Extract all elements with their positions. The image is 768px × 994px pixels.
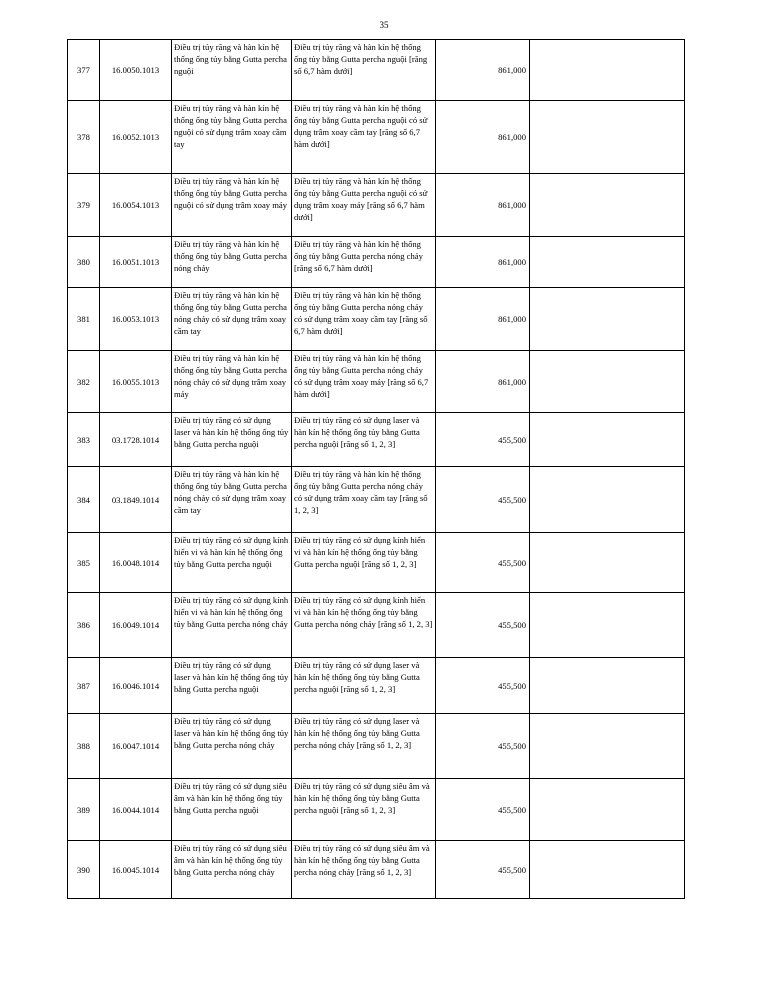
service-name: Điều trị tủy răng và hàn kín hệ thống ống tủy bằng Gutta percha nóng chảy có sử dụng trâm xoay cầm tay [172,288,292,351]
service-code: 16.0046.1014 [100,658,172,714]
service-code: 16.0045.1014 [100,841,172,899]
page-number: 35 [379,20,389,30]
service-description: Điều trị tủy răng có sử dụng laser và hàn kín hệ thống ống tủy bằng Gutta percha nguội [răng số 1, 2, 3] [292,413,436,467]
row-number: 385 [68,533,100,593]
row-number: 383 [68,413,100,467]
service-note [530,101,685,174]
service-price: 455,500 [436,714,530,779]
table-body [68,40,685,899]
service-note [530,533,685,593]
service-description: Điều trị tủy răng và hàn kín hệ thống ống tủy bằng Gutta percha nóng chảy có sử dụng trâm xoay cầm tay [răng số 6,7 hàm dưới] [292,288,436,351]
table-row [68,288,685,351]
service-note [530,593,685,658]
service-name: Điều trị tủy răng có sử dụng siêu âm và hàn kín hệ thống ống tủy bằng Gutta percha nóng chảy [172,841,292,899]
row-number: 389 [68,779,100,841]
service-name: Điều trị tủy răng có sử dụng kính hiển vi và hàn kín hệ thống ống tủy bằng Gutta percha nóng chảy [172,593,292,658]
row-number: 380 [68,237,100,288]
service-description: Điều trị tủy răng có sử dụng laser và hàn kín hệ thống ống tủy bằng Gutta percha nguội [răng số 1, 2, 3] [292,658,436,714]
table-row [68,237,685,288]
service-code: 03.1849.1014 [100,467,172,533]
service-code: 16.0049.1014 [100,593,172,658]
table-row [68,533,685,593]
price-table [67,39,685,899]
service-name: Điều trị tủy răng và hàn kín hệ thống ống tủy bằng Gutta percha nóng chảy có sử dụng trâm xoay máy [172,351,292,413]
service-description: Điều trị tủy răng và hàn kín hệ thống ống tủy bằng Gutta percha nguội có sử dụng trâm xoay cầm tay [răng số 6,7 hàm dưới] [292,101,436,174]
row-number: 382 [68,351,100,413]
row-number: 378 [68,101,100,174]
service-price: 861,000 [436,288,530,351]
service-description: Điều trị tủy răng có sử dụng kính hiển vi và hàn kín hệ thống ống tủy bằng Gutta percha nguội [răng số 1, 2, 3] [292,533,436,593]
service-code: 16.0050.1013 [100,40,172,101]
table-row [68,413,685,467]
row-number: 379 [68,174,100,237]
table-row [68,841,685,899]
table-row [68,658,685,714]
service-name: Điều trị tủy răng có sử dụng siêu âm và hàn kín hệ thống ống tủy bằng Gutta percha nguội [172,779,292,841]
table-row [68,101,685,174]
service-description: Điều trị tủy răng có sử dụng laser và hàn kín hệ thống ống tủy bằng Gutta percha nóng chảy [răng số 1, 2, 3] [292,714,436,779]
service-note [530,841,685,899]
row-number: 387 [68,658,100,714]
service-description: Điều trị tủy răng và hàn kín hệ thống ống tủy bằng Gutta percha nóng chảy có sử dụng trâm xoay cầm tay [răng số 1, 2, 3] [292,467,436,533]
service-note [530,413,685,467]
service-note [530,40,685,101]
row-number: 390 [68,841,100,899]
service-price: 861,000 [436,101,530,174]
service-price: 455,500 [436,533,530,593]
service-description: Điều trị tủy răng có sử dụng siêu âm và hàn kín hệ thống ống tủy bằng Gutta percha nguội [răng số 1, 2, 3] [292,779,436,841]
service-name: Điều trị tủy răng có sử dụng laser và hàn kín hệ thống ống tủy bằng Gutta percha nóng chảy [172,714,292,779]
service-price: 861,000 [436,351,530,413]
service-description: Điều trị tủy răng và hàn kín hệ thống ống tủy bằng Gutta percha nguội [răng số 6,7 hàm dưới] [292,40,436,101]
service-note [530,174,685,237]
service-code: 16.0051.1013 [100,237,172,288]
service-description: Điều trị tủy răng và hàn kín hệ thống ống tủy bằng Gutta percha nguội có sử dụng trâm xoay máy [răng số 6,7 hàm dưới] [292,174,436,237]
service-name: Điều trị tủy răng và hàn kín hệ thống ống tủy bằng Gutta percha nguội có sử dụng trâm xoay máy [172,174,292,237]
service-name: Điều trị tủy răng và hàn kín hệ thống ống tủy bằng Gutta percha nguội có sử dụng trâm xoay cầm tay [172,101,292,174]
service-price: 455,500 [436,593,530,658]
service-code: 16.0044.1014 [100,779,172,841]
service-name: Điều trị tủy răng và hàn kín hệ thống ống tủy bằng Gutta percha nóng chảy có sử dụng trâm xoay cầm tay [172,467,292,533]
service-price: 455,500 [436,467,530,533]
service-code: 16.0047.1014 [100,714,172,779]
table-row [68,40,685,101]
service-name: Điều trị tủy răng có sử dụng laser và hàn kín hệ thống ống tủy bằng Gutta percha nguội [172,658,292,714]
service-note [530,467,685,533]
table-row [68,174,685,237]
service-code: 16.0048.1014 [100,533,172,593]
service-price: 455,500 [436,413,530,467]
service-price: 861,000 [436,174,530,237]
service-note [530,351,685,413]
table-row [68,467,685,533]
service-code: 03.1728.1014 [100,413,172,467]
service-price: 861,000 [436,40,530,101]
service-note [530,658,685,714]
service-code: 16.0053.1013 [100,288,172,351]
service-name: Điều trị tủy răng và hàn kín hệ thống ống tủy bằng Gutta percha nguội [172,40,292,101]
service-name: Điều trị tủy răng có sử dụng kính hiển vi và hàn kín hệ thống ống tủy bằng Gutta percha nguội [172,533,292,593]
service-price: 455,500 [436,658,530,714]
row-number: 384 [68,467,100,533]
table-row [68,351,685,413]
service-code: 16.0055.1013 [100,351,172,413]
table-row [68,714,685,779]
service-price: 455,500 [436,841,530,899]
service-name: Điều trị tủy răng và hàn kín hệ thống ống tủy bằng Gutta percha nóng chảy [172,237,292,288]
row-number: 377 [68,40,100,101]
service-description: Điều trị tủy răng và hàn kín hệ thống ống tủy bằng Gutta percha nóng chảy có sử dụng trâm xoay máy [răng số 6,7 hàm dưới] [292,351,436,413]
service-description: Điều trị tủy răng có sử dụng siêu âm và hàn kín hệ thống ống tủy bằng Gutta percha nóng chảy [răng số 1, 2, 3] [292,841,436,899]
service-description: Điều trị tủy răng có sử dụng kính hiển vi và hàn kín hệ thống ống tủy bằng Gutta percha nóng chảy [răng số 1, 2, 3] [292,593,436,658]
service-code: 16.0054.1013 [100,174,172,237]
table-row [68,593,685,658]
table-row [68,779,685,841]
service-description: Điều trị tủy răng và hàn kín hệ thống ống tủy bằng Gutta percha nóng chảy [răng số 6,7 hàm dưới] [292,237,436,288]
service-price: 455,500 [436,779,530,841]
service-note [530,288,685,351]
service-note [530,779,685,841]
service-price: 861,000 [436,237,530,288]
row-number: 388 [68,714,100,779]
service-note [530,714,685,779]
service-name: Điều trị tủy răng có sử dụng laser và hàn kín hệ thống ống tủy bằng Gutta percha nguội [172,413,292,467]
service-code: 16.0052.1013 [100,101,172,174]
service-note [530,237,685,288]
row-number: 381 [68,288,100,351]
row-number: 386 [68,593,100,658]
